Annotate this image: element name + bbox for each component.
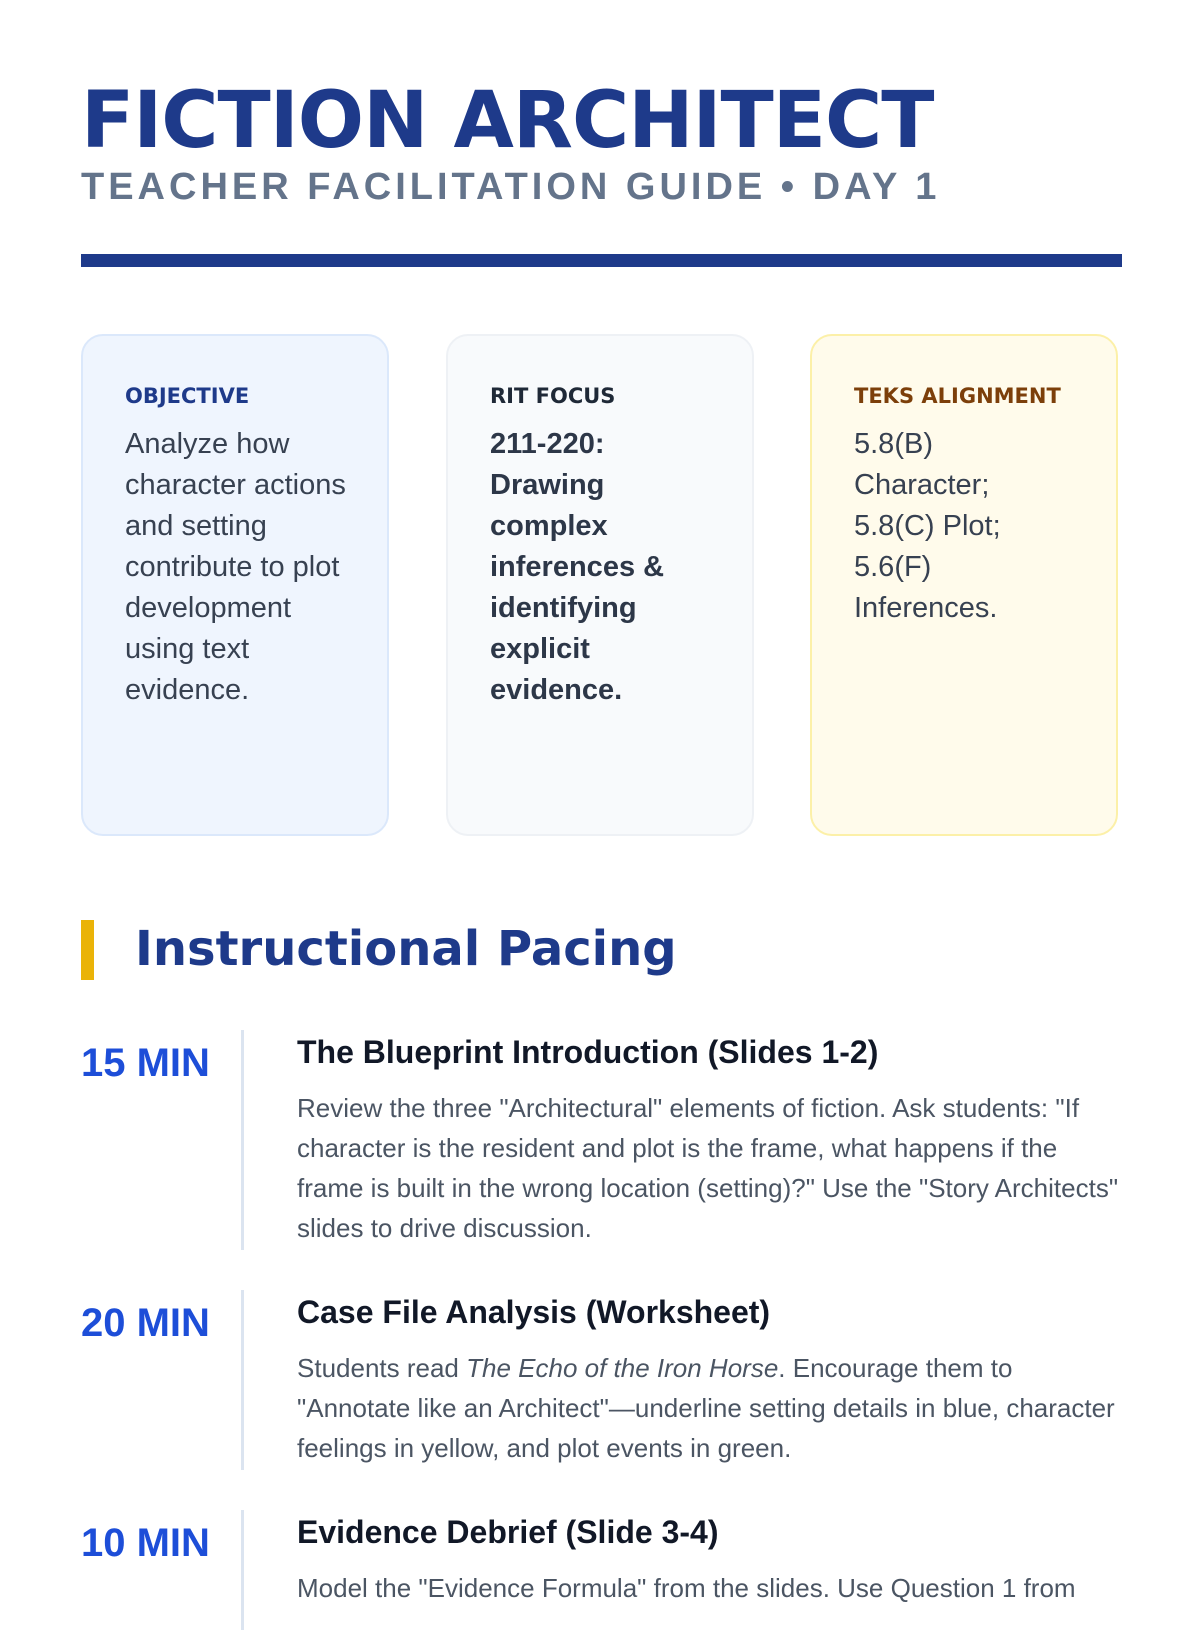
- rit-focus-label: RIT FOCUS: [490, 384, 616, 408]
- objective-card: [81, 334, 389, 836]
- timeline-divider: [241, 1290, 244, 1470]
- timeline-divider: [241, 1510, 244, 1630]
- page-title: FICTION ARCHITECT: [81, 76, 934, 166]
- page-subtitle: TEACHER FACILITATION GUIDE • DAY 1: [81, 166, 941, 208]
- objective-text: Analyze how character actions and setting contribute to plot development using text evidence.: [125, 428, 346, 706]
- teks-alignment-label: TEKS ALIGNMENT: [854, 384, 1061, 408]
- pacing-content: [297, 1030, 1122, 1248]
- pacing-time: 10 MIN: [81, 1521, 210, 1565]
- timeline-divider: [241, 1030, 244, 1250]
- pacing-description: Review the three "Architectural" elements of fiction. Ask students: "If character is the resident and plot is the frame, what happens if the frame is built in the wrong location (setting)?" Use the "Story Architects" slides to drive discussion.: [297, 1093, 1119, 1243]
- description-text: . Encourage them to "Annotate like an Architect"—underline setting details in blue, character feelings in yellow, and plot events in green.: [297, 1353, 1115, 1463]
- teks-alignment-text: 5.8(B) Character; 5.8(C) Plot; 5.6(F) Inferences.: [854, 428, 1001, 624]
- teks-alignment-card: [810, 334, 1118, 836]
- section-heading: Instructional Pacing: [135, 921, 677, 977]
- story-title: The Echo of the Iron Horse: [466, 1353, 779, 1383]
- rit-focus-text: 211-220: Drawing complex inferences & identifying explicit evidence.: [490, 428, 665, 706]
- pacing-content: [297, 1510, 1122, 1608]
- objective-label: OBJECTIVE: [125, 384, 250, 408]
- pacing-title: Case File Analysis (Worksheet): [297, 1294, 771, 1330]
- pacing-description: Model the "Evidence Formula" from the slides. Use Question 1 from: [297, 1573, 1076, 1603]
- pacing-item-evidence-debrief: [81, 1510, 1122, 1630]
- pacing-item-blueprint: [81, 1030, 1122, 1250]
- pacing-title: The Blueprint Introduction (Slides 1-2): [297, 1034, 879, 1070]
- header-divider: [81, 254, 1122, 267]
- pacing-item-case-file: [81, 1290, 1122, 1470]
- rit-focus-card: [446, 334, 754, 836]
- pacing-title: Evidence Debrief (Slide 3-4): [297, 1514, 719, 1550]
- pacing-description: [297, 1348, 1122, 1468]
- pacing-content: [297, 1290, 1122, 1468]
- pacing-time: 15 MIN: [81, 1041, 210, 1085]
- section-accent-bar: [81, 920, 94, 980]
- description-text: Students read: [297, 1353, 467, 1383]
- pacing-time: 20 MIN: [81, 1301, 210, 1345]
